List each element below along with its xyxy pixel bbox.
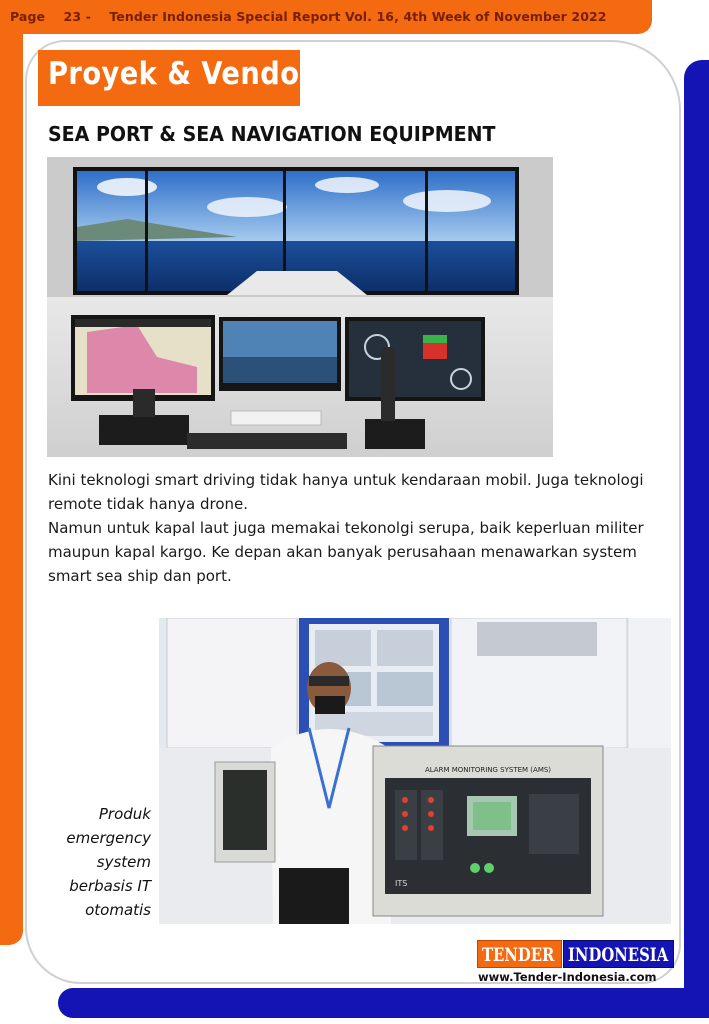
logo-left-block <box>477 940 562 968</box>
page-label: Page <box>10 9 46 24</box>
photo-caption: Produk emergency system berbasis IT otomatis <box>66 805 151 919</box>
bottom-accent-bar <box>58 988 709 1018</box>
page-header <box>10 9 607 24</box>
alarm-panel-label: ALARM MONITORING SYSTEM (AMS) <box>424 766 552 774</box>
article-paragraph-2: Namun untuk kapal laut juga memakai tekonolgi serupa, baik keperluan militer maupun kapal kargo. Ke depan akan banyak perusahaan menawarkan system smart sea ship dan port. <box>48 519 644 585</box>
alarm-system-photo-drawing <box>159 618 671 924</box>
page-number: 23 - <box>63 9 91 24</box>
website-url[interactable]: www.Tender-Indonesia.com <box>478 970 657 984</box>
alarm-system-photo <box>159 618 671 924</box>
article-paragraph-1: Kini teknologi smart driving tidak hanya untuk kendaraan mobil. Juga teknologi remote tidak hanya drone. <box>48 471 644 513</box>
publication-title: Tender Indonesia Special Report Vol. 16, 4th Week of November 2022 <box>109 9 607 24</box>
right-accent-bar <box>684 60 709 988</box>
logo-word-tender: TENDER <box>482 944 555 966</box>
article-headline: SEA PORT & SEA NAVIGATION EQUIPMENT <box>48 122 496 146</box>
section-title: Proyek & Vendor <box>48 56 314 92</box>
logo-right-block <box>563 940 674 968</box>
simulator-photo-drawing <box>47 157 553 457</box>
left-accent-bar <box>0 20 23 945</box>
logo-word-indonesia: INDONESIA <box>568 944 669 966</box>
alarm-panel-brand: ITS <box>395 879 408 888</box>
section-label <box>38 50 314 106</box>
simulator-photo <box>47 157 553 457</box>
article-body <box>48 468 668 588</box>
tender-indonesia-logo <box>477 940 675 970</box>
